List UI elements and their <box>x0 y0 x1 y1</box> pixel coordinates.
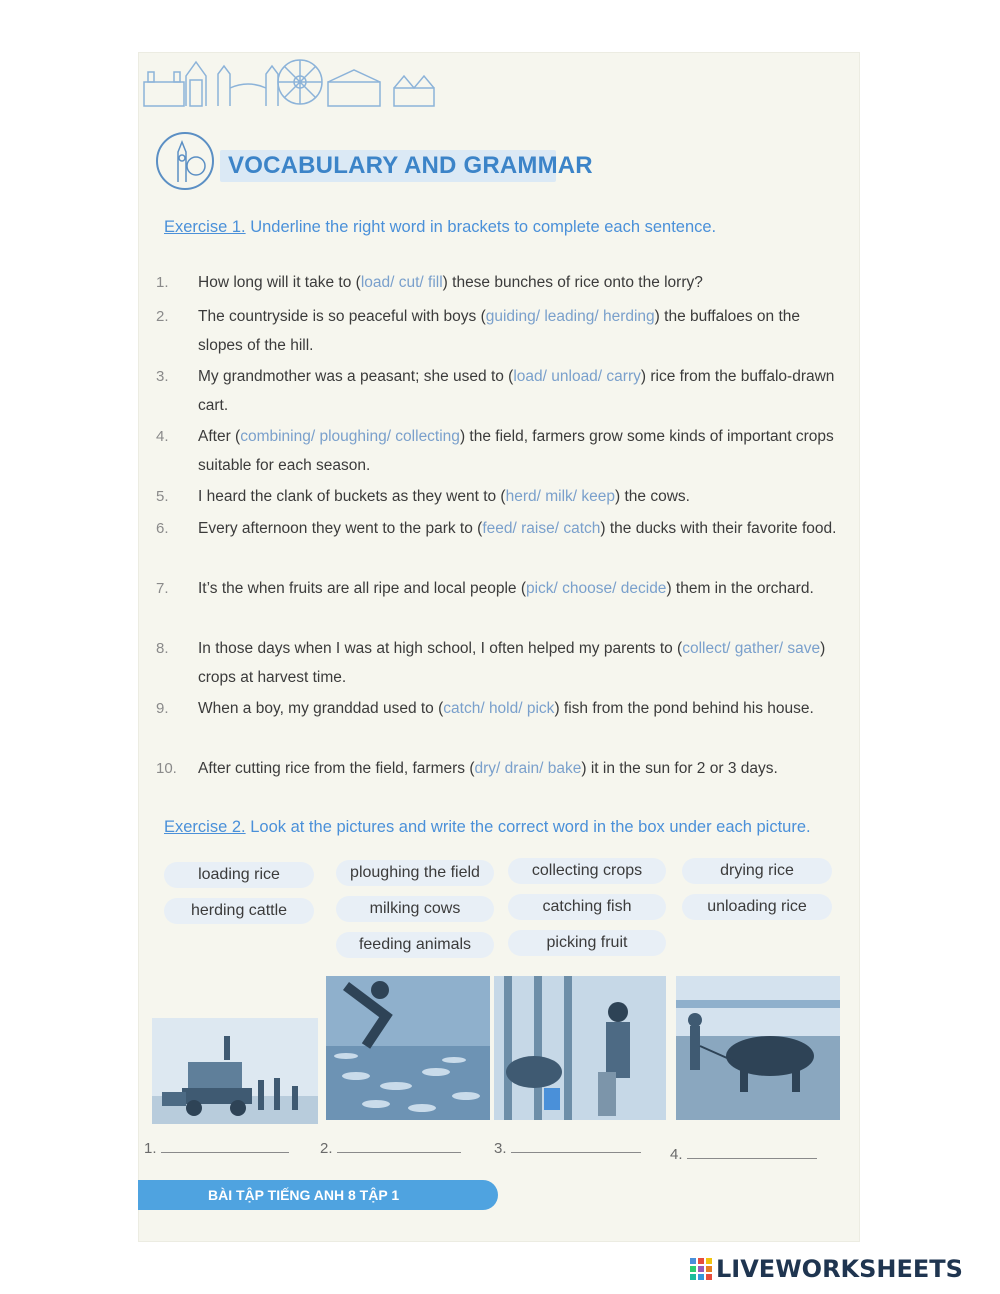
word-options[interactable]: pick/ choose/ decide <box>525 580 667 597</box>
item-number: 6. <box>156 520 169 537</box>
answer-blank[interactable] <box>687 1146 817 1159</box>
word-options[interactable]: collect/ gather/ save <box>682 640 821 657</box>
item-sentence <box>198 362 846 420</box>
sentence-text: ) the ducks with their favorite food. <box>600 520 837 537</box>
item-number: 8. <box>156 640 169 657</box>
word-options[interactable]: load/ cut/ fill <box>360 274 443 291</box>
sentence-text: ) it in the sun for 2 or 3 days. <box>581 760 778 777</box>
word-chip: loading rice <box>164 862 314 888</box>
sentence-text: After ( <box>198 428 241 445</box>
item-sentence <box>198 302 846 360</box>
item-sentence <box>198 514 846 543</box>
feeding-animals-photo <box>494 976 666 1120</box>
word-options[interactable]: catch/ hold/ pick <box>443 700 555 717</box>
item-sentence <box>198 268 846 297</box>
brand-grid-icon <box>690 1258 712 1280</box>
item-sentence <box>198 754 846 783</box>
item-number: 5. <box>156 488 169 505</box>
sentence-text: ) the field, farmers grow some kinds of important crops suitable for each season. <box>198 428 834 474</box>
sentence-text: My grandmother was a peasant; she used to ( <box>198 368 514 385</box>
word-options[interactable]: feed/ raise/ catch <box>482 520 601 537</box>
answer-blank[interactable] <box>511 1140 641 1153</box>
catching-fish-photo <box>326 976 490 1120</box>
answer-slot-4 <box>670 1146 817 1163</box>
brand-name: LIVEWORKSHEETS <box>716 1255 963 1283</box>
item-sentence <box>198 422 846 480</box>
word-chip: feeding animals <box>336 932 494 958</box>
section-title: VOCABULARY AND GRAMMAR <box>220 150 556 182</box>
ploughing-field-photo <box>676 976 840 1120</box>
sentence-text: The countryside is so peaceful with boys ( <box>198 308 486 325</box>
sentence-text: ) crops at harvest time. <box>198 640 826 686</box>
word-chip: herding cattle <box>164 898 314 924</box>
item-number: 10. <box>156 760 177 777</box>
word-chip: drying rice <box>682 858 832 884</box>
sentence-text: After cutting rice from the field, farmers ( <box>198 760 475 777</box>
sentence-text: In those days when I was at high school, I often helped my parents to ( <box>198 640 683 657</box>
item-sentence <box>198 634 846 692</box>
sentence-text: ) rice from the buffalo-drawn cart. <box>198 368 835 414</box>
sentence-text: ) them in the orchard. <box>666 580 814 597</box>
answer-number: 2. <box>320 1140 333 1157</box>
sentence-text: It’s the when fruits are all ripe and local people ( <box>198 580 526 597</box>
sentence-text: ) the buffaloes on the slopes of the hill. <box>198 308 801 354</box>
sentence-text: Every afternoon they went to the park to ( <box>198 520 483 537</box>
answer-slot-2 <box>320 1140 461 1157</box>
sentence-text: ) the cows. <box>615 488 690 505</box>
answer-number: 4. <box>670 1146 683 1163</box>
item-sentence <box>198 482 846 511</box>
answer-number: 3. <box>494 1140 507 1157</box>
sentence-text: I heard the clank of buckets as they went to ( <box>198 488 506 505</box>
exercise-1-title <box>164 218 854 237</box>
word-options[interactable]: load/ unload/ carry <box>513 368 641 385</box>
word-chip: picking fruit <box>508 930 666 956</box>
item-number: 7. <box>156 580 169 597</box>
item-number: 2. <box>156 308 169 325</box>
clock-tower-icon <box>156 132 214 190</box>
exercise-2-title <box>164 818 854 837</box>
word-options[interactable]: dry/ drain/ bake <box>474 760 582 777</box>
item-number: 1. <box>156 274 169 291</box>
word-chip: collecting crops <box>508 858 666 884</box>
sentence-text: ) fish from the pond behind his house. <box>554 700 814 717</box>
sentence-text: How long will it take to ( <box>198 274 361 291</box>
item-number: 3. <box>156 368 169 385</box>
item-number: 4. <box>156 428 169 445</box>
word-chip: milking cows <box>336 896 494 922</box>
sentence-text: When a boy, my granddad used to ( <box>198 700 444 717</box>
exercise-1-instruction: Underline the right word in brackets to complete each sentence. <box>250 218 717 236</box>
exercise-2-label: Exercise 2. <box>164 818 246 836</box>
word-chip: catching fish <box>508 894 666 920</box>
word-chip: ploughing the field <box>336 860 494 886</box>
answer-blank[interactable] <box>161 1140 289 1153</box>
worksheet-page <box>138 52 860 1242</box>
item-number: 9. <box>156 700 169 717</box>
answer-slot-1 <box>144 1140 289 1157</box>
sentence-text: ) these bunches of rice onto the lorry? <box>442 274 703 291</box>
word-options[interactable]: guiding/ leading/ herding <box>485 308 655 325</box>
word-options[interactable]: herd/ milk/ keep <box>505 488 616 505</box>
book-title-footer: BÀI TẬP TIẾNG ANH 8 TẬP 1 <box>138 1180 498 1210</box>
word-options[interactable]: combining/ ploughing/ collecting <box>240 428 460 445</box>
word-chip: unloading rice <box>682 894 832 920</box>
exercise-1-label: Exercise 1. <box>164 218 246 236</box>
answer-number: 1. <box>144 1140 157 1157</box>
exercise-2-instruction: Look at the pictures and write the correct word in the box under each picture. <box>250 818 811 836</box>
item-sentence <box>198 574 846 603</box>
answer-slot-3 <box>494 1140 641 1157</box>
item-sentence <box>198 694 846 723</box>
loading-rice-photo <box>152 1018 318 1124</box>
city-skyline-banner <box>138 52 458 112</box>
answer-blank[interactable] <box>337 1140 461 1153</box>
